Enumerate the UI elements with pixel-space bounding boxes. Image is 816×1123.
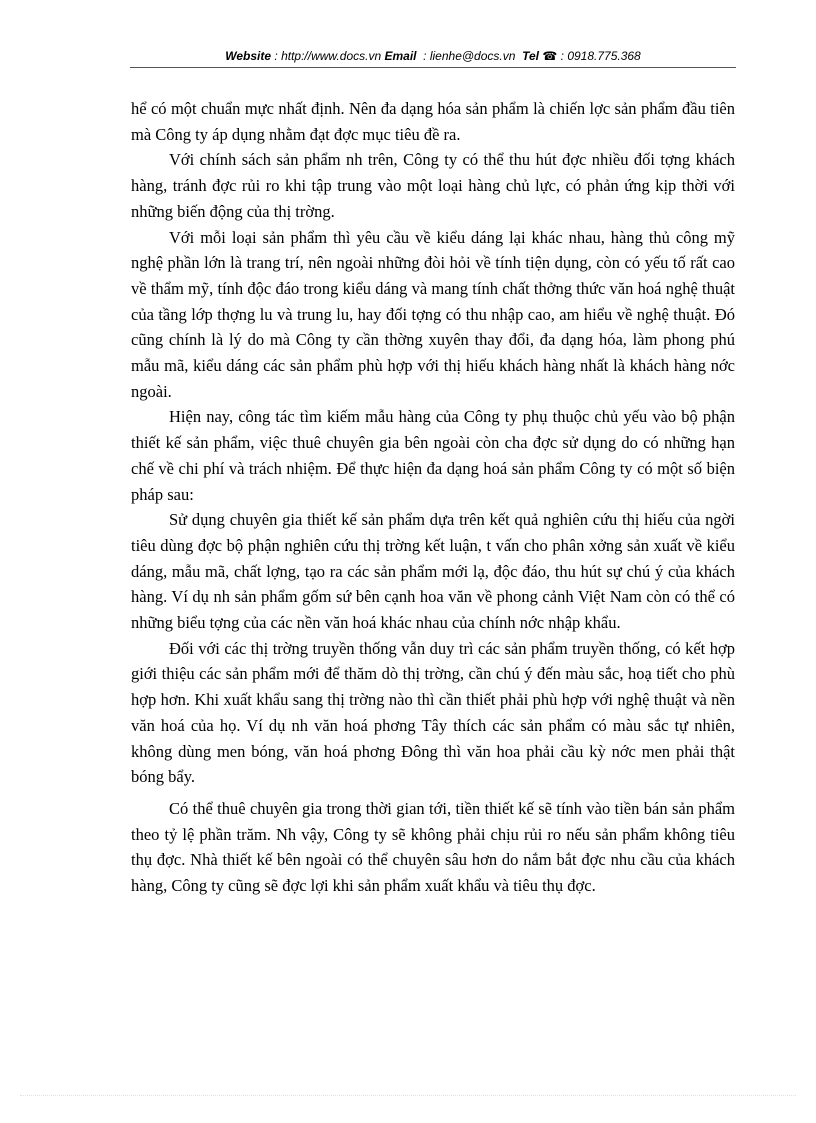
tel-separator: : bbox=[557, 49, 568, 63]
paragraph-7: Có thể thuê chuyên gia trong thời gian tới, tiền thiết kế sẽ tính vào tiền bán sản phẩm theo tỷ lệ phần trăm. Nh vậy, Công ty sẽ không phải chịu rủi ro nếu sản phẩm không tiêu thụ đợc. Nhà thiết kế bên ngoài có thể chuyên sâu hơn do nắm bắt đợc nhu cầu của khách hàng, Công ty cũng sẽ đợc lợi khi sản phẩm xuất khẩu và tiêu thụ đợc. bbox=[131, 798, 735, 896]
tel-label: Tel bbox=[522, 49, 539, 63]
paragraph-6: Đối với các thị trờng truyền thống vẫn duy trì các sản phẩm truyền thống, có kết hợp giới thiệu các sản phẩm mới để thăm dò thị trờng, cần chú ý đến màu sắc, hoạ tiết cho phù hợp hơn. Khi xuất khẩu sang thị trờng nào thì cần thiết phải phù hợp với nghệ thuật và nền văn hoá của họ. Ví dụ nh văn hoá phơng Tây thích các sản phẩm có màu sắc tự nhiên, không dùng men bóng, văn hoá phơng Đông thì văn hoa phải cầu kỳ nớc men phải thật bóng bẩy. bbox=[131, 638, 735, 787]
paragraph-4: Hiện nay, công tác tìm kiếm mẫu hàng của Công ty phụ thuộc chủ yếu vào bộ phận thiết kế sản phẩm, việc thuê chuyên gia bên ngoài còn cha đợc sử dụng do có những hạn chế về chi phí và trách nhiệm. Để thực hiện đa dạng hoá sản phẩm Công ty có một số biện pháp sau: bbox=[131, 407, 735, 504]
website-label: Website bbox=[225, 49, 272, 63]
page-header bbox=[130, 48, 736, 64]
email-label: Email bbox=[384, 49, 417, 63]
website-separator: : bbox=[271, 49, 282, 63]
paragraph-3: Với mỗi loại sản phẩm thì yêu cầu về kiểu dáng lại khác nhau, hàng thủ công mỹ nghệ phần lớn là trang trí, nên ngoài những đòi hỏi về tính tiện dụng, còn có yếu tố rất cao về thẩm mỹ, tính độc đáo trong kiểu dáng và mang tính chất thởng thức văn hoá nghệ thuật của tầng lớp thợng lu và trung lu, hay đối tợng có thu nhập cao, am hiểu về nghệ thuật. Đó cũng chính là lý do mà Công ty cần thờng xuyên thay đổi, đa dạng hóa, làm phong phú mẫu mã, kiểu dáng các sản phẩm phù hợp với thị hiếu khách hàng nhất là khách hàng nớc ngoài. bbox=[131, 227, 735, 401]
document-body bbox=[131, 96, 735, 899]
paragraph-5: Sử dụng chuyên gia thiết kế sản phẩm dựa trên kết quả nghiên cứu thị hiếu của ngời tiêu dùng đợc bộ phận nghiên cứu thị trờng kết luận, t vấn cho phân xởng sản xuất về kiểu dáng, mẫu mã, chất lợng, tạo ra các sản phẩm mới lạ, độc đáo, thu hút sự chú ý của khách hàng. Ví dụ nh sản phẩm gốm sứ bên cạnh hoa văn về phong cảnh Việt Nam còn có thể có những biểu tợng của các nền văn hoá khác nhau của chính nớc nhập khẩu. bbox=[131, 510, 735, 633]
footer-divider bbox=[20, 1095, 796, 1096]
email-link[interactable]: lienhe@docs.vn bbox=[429, 49, 516, 63]
paragraph-1: hể có một chuẩn mực nhất định. Nên đa dạng hóa sản phẩm là chiến lợc sản phẩm đầu tiên mà Công ty áp dụng nhằm đạt đợc mục tiêu đề ra. bbox=[131, 99, 735, 144]
header-divider bbox=[130, 67, 736, 68]
phone-icon: ☎ bbox=[542, 49, 558, 63]
paragraph-2: Với chính sách sản phẩm nh trên, Công ty có thể thu hút đợc nhiều đối tợng khách hàng, tránh đợc rủi ro khi tập trung vào một loại hàng chủ lực, có phản ứng kịp thời với những biến động của thị trờng. bbox=[131, 150, 735, 221]
tel-number: 0918.775.368 bbox=[567, 49, 641, 63]
email-separator: : bbox=[419, 49, 430, 63]
website-url-link[interactable]: http://www.docs.vn bbox=[281, 49, 382, 63]
